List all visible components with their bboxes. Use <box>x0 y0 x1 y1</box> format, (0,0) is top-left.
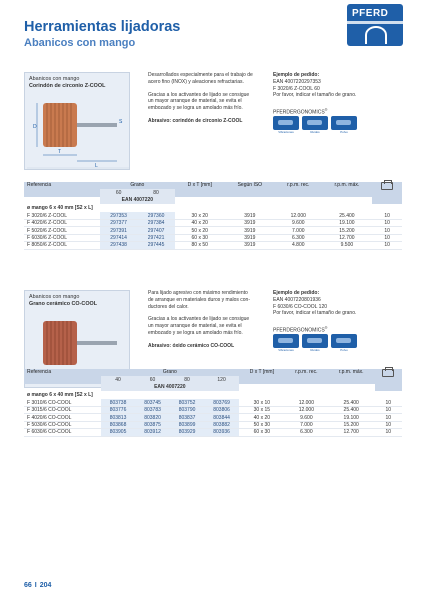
col-header-grain: Grano <box>130 182 145 188</box>
cell-article: 803912 <box>135 429 170 436</box>
table-row <box>24 234 402 241</box>
desc-line: un mayor arranque de material, se evita el <box>148 98 242 105</box>
cell-dxt: 60 x 30 <box>175 234 225 241</box>
cell-ref: F 4020/6 Z-COOL <box>24 220 100 227</box>
cell-rec: 4.800 <box>275 242 322 249</box>
cell-ref: F 5030/6 CO-COOL <box>24 421 101 428</box>
cell-dxt: 50 x 30 <box>239 421 285 428</box>
ergo-prefix: PFERD <box>273 327 290 334</box>
cell-article: 803769 <box>204 399 239 406</box>
page-number: 66 <box>24 582 32 589</box>
pict-caption: Polvo <box>340 130 348 134</box>
cell-rec: 9.600 <box>285 414 328 421</box>
desc-line: un mayor arranque de material, se evita el <box>148 323 242 329</box>
cell-iso: 3919 <box>225 212 275 219</box>
packaging-icon <box>375 369 402 391</box>
pictogram-row <box>273 116 357 134</box>
flap-wheel-illustration <box>25 73 131 171</box>
table-row <box>24 407 402 414</box>
cell-iso: 3919 <box>225 227 275 234</box>
product-table-cocool <box>24 369 402 437</box>
vibration-icon <box>273 334 299 348</box>
cell-dxt: 40 x 20 <box>175 220 225 227</box>
ergonomics-label <box>273 108 327 116</box>
abrasive-text: Abrasivo: corindón de circonio Z-COOL <box>148 117 243 124</box>
catalog-number: 204 <box>39 582 52 589</box>
table-row <box>24 227 402 234</box>
cell-qty: 10 <box>375 429 402 436</box>
cell-article: 803806 <box>204 407 239 414</box>
description-cocool <box>148 290 272 349</box>
cell-rec: 6.300 <box>275 234 322 241</box>
dim-t: T <box>58 149 62 155</box>
table-row <box>24 399 402 406</box>
cell-article: 803875 <box>135 421 170 428</box>
cell-rec: 12.000 <box>285 399 328 406</box>
dust-icon <box>331 116 357 130</box>
page-title: Herramientas lijadoras <box>24 19 181 35</box>
cell-max: 25.400 <box>328 407 375 414</box>
cell-ref: F 8050/6 Z-COOL <box>24 242 100 249</box>
cell-article: 297353 <box>100 212 137 219</box>
cell-dxt: 40 x 20 <box>239 414 285 421</box>
cell-article: 297438 <box>100 242 137 249</box>
cell-rec: 12.000 <box>285 407 328 414</box>
cell-max: 15.200 <box>328 421 375 428</box>
dim-d: D <box>33 124 37 130</box>
cell-rec: 7.000 <box>285 421 328 428</box>
table-row <box>24 212 402 219</box>
ergo-suffix: ERGONOMICS <box>289 327 325 334</box>
cell-article: 803868 <box>101 421 136 428</box>
cell-qty: 10 <box>372 234 402 241</box>
order-title: Ejemplo de pedido: <box>273 72 320 78</box>
table-row <box>24 414 402 421</box>
cell-qty: 10 <box>375 414 402 421</box>
col-header-ref: Referencia <box>27 369 52 375</box>
cell-ref: F 6030/6 CO-COOL <box>24 429 101 436</box>
cell-article: 297421 <box>137 234 174 241</box>
cell-qty: 10 <box>375 421 402 428</box>
desc-line: de arranque en materiales duros y malos con- <box>148 296 250 303</box>
grain-120: 120 <box>204 376 239 383</box>
cell-max: 25.400 <box>322 212 373 219</box>
col-header-iso: Según ISO <box>237 182 263 188</box>
cell-article: 297407 <box>137 227 174 234</box>
cell-rec: 7.000 <box>275 227 322 234</box>
cell-dxt: 80 x 50 <box>175 242 225 249</box>
cell-article: 803936 <box>204 429 239 436</box>
cell-qty: 10 <box>372 242 402 249</box>
ergo-mark: ® <box>324 108 328 112</box>
cell-article: 803929 <box>170 429 205 436</box>
cell-article: 803738 <box>101 399 136 406</box>
ergonomics-label <box>273 326 327 334</box>
grain-60: 60 <box>100 189 137 196</box>
page-subtitle: Abanicos con mango <box>24 37 136 49</box>
pict-caption: Ruidos <box>310 130 320 134</box>
col-header-rpm-rec: r.p.m. rec. <box>287 182 310 188</box>
pict-caption: Vibraciones <box>278 130 294 134</box>
cell-max: 12.700 <box>328 429 375 436</box>
order-line: EAN 4007220297353 <box>273 78 321 85</box>
cell-article: 803752 <box>170 399 205 406</box>
grain-80: 80 <box>170 376 205 383</box>
logo-bar <box>347 21 403 24</box>
desc-line: Gracias a los activantes de lijado se consigue <box>148 91 250 98</box>
cell-ref: F 6030/6 Z-COOL <box>24 234 100 241</box>
order-line: F 6030/6 CO-COOL 120 <box>273 303 328 310</box>
cell-iso: 3919 <box>225 242 275 249</box>
cell-dxt: 30 x 15 <box>239 407 285 414</box>
cell-qty: 10 <box>372 227 402 234</box>
cell-article: 803783 <box>135 407 170 414</box>
order-line: Por favor, indicar el tamaño de grano. <box>273 310 357 317</box>
cell-article: 297414 <box>100 234 137 241</box>
cell-max: 25.400 <box>328 399 375 406</box>
grain-80: 80 <box>137 189 174 196</box>
col-header-ref: Referencia <box>27 182 52 188</box>
ean-label: EAN 4007220 <box>101 384 239 391</box>
cell-max: 9.500 <box>322 242 373 249</box>
cell-max: 19.100 <box>322 220 373 227</box>
order-title: Ejemplo de pedido: <box>273 290 320 296</box>
cell-rec: 12.000 <box>275 212 322 219</box>
grain-60: 60 <box>135 376 170 383</box>
cell-article: 803899 <box>170 421 205 428</box>
ergo-suffix: ERGONOMICS <box>289 109 325 116</box>
order-line: F 3020/6 Z-COOL 60 <box>273 85 320 92</box>
cell-ref: F 3010/6 CO-COOL <box>24 399 101 406</box>
abrasive-text: Abrasivo: óxido cerámico CO-COOL <box>148 342 235 349</box>
cell-max: 15.200 <box>322 227 373 234</box>
col-header-dxt: D x T [mm] <box>187 182 212 188</box>
cell-article: 803905 <box>101 429 136 436</box>
logo-figure-icon <box>365 26 387 44</box>
cell-article: 803882 <box>204 421 239 428</box>
dim-s: S <box>119 119 123 125</box>
cell-article: 297445 <box>137 242 174 249</box>
desc-line: Gracias a los activantes de lijado se consigue <box>148 316 250 323</box>
cell-dxt: 30 x 10 <box>239 399 285 406</box>
card-line1: Abanicos con mango <box>29 294 80 300</box>
vibration-icon <box>273 116 299 130</box>
noise-icon <box>302 334 328 348</box>
desc-line: embozado y se logra un amolado más frío. <box>148 105 243 111</box>
product-card-zcool <box>24 72 130 170</box>
logo-text: PFERD <box>352 8 389 19</box>
order-line: Por favor, indicar el tamaño de grano. <box>273 92 357 99</box>
col-header-dxt: D x T [mm] <box>249 369 274 375</box>
col-header-rpm-max: r.p.m. máx. <box>338 369 364 375</box>
cell-article: 803813 <box>101 414 136 421</box>
cell-dxt: 50 x 20 <box>175 227 225 234</box>
cell-article: 297360 <box>137 212 174 219</box>
ergo-mark: ® <box>324 326 328 330</box>
pict-caption: Ruidos <box>310 348 320 352</box>
table-row <box>24 242 402 249</box>
ergo-prefix: PFERD <box>273 109 290 116</box>
pict-caption: Vibraciones <box>278 348 294 352</box>
order-example-zcool <box>273 72 393 99</box>
grain-40: 40 <box>101 376 136 383</box>
cell-qty: 10 <box>372 212 402 219</box>
cell-ref: F 3020/6 Z-COOL <box>24 212 100 219</box>
desc-line: acero fino (INOX) y aleaciones refractarias. <box>148 78 244 85</box>
order-example-cocool <box>273 290 393 317</box>
cell-iso: 3919 <box>225 234 275 241</box>
noise-icon <box>302 116 328 130</box>
desc-line: Desarrollados especialmente para el trabajo de <box>148 72 253 78</box>
desc-line: Para lijado agresivo con máximo rendimiento <box>148 290 248 296</box>
order-line: EAN 4007220801936 <box>273 296 321 303</box>
card-line1: Abanicos con mango <box>29 76 80 82</box>
cell-qty: 10 <box>372 220 402 227</box>
card-line2: Corindón de circonio Z-COOL <box>29 83 106 89</box>
table-row <box>24 429 402 436</box>
cell-ref: F 3015/6 CO-COOL <box>24 407 101 414</box>
group-label: ø mango 6 x 40 mm [S2 x L] <box>27 392 93 399</box>
col-header-grain: Grano <box>162 369 177 375</box>
cell-article: 803844 <box>204 414 239 421</box>
cell-max: 12.700 <box>322 234 373 241</box>
group-label: ø mango 6 x 40 mm [S2 x L] <box>27 205 93 212</box>
cell-article: 803790 <box>170 407 205 414</box>
cell-article: 803837 <box>170 414 205 421</box>
cell-ref: F 4020/6 CO-COOL <box>24 414 101 421</box>
cell-article: 803820 <box>135 414 170 421</box>
cell-article: 803745 <box>135 399 170 406</box>
cell-qty: 10 <box>375 407 402 414</box>
table-row <box>24 421 402 428</box>
cell-article: 297391 <box>100 227 137 234</box>
page-footer <box>24 582 51 589</box>
cell-dxt: 60 x 30 <box>239 429 285 436</box>
cell-article: 803776 <box>101 407 136 414</box>
cell-rec: 6.300 <box>285 429 328 436</box>
cell-article: 297377 <box>100 220 137 227</box>
cell-dxt: 30 x 20 <box>175 212 225 219</box>
pictogram-row <box>273 334 357 352</box>
card-line2: Grano cerámico CO-COOL <box>29 301 97 307</box>
cell-qty: 10 <box>375 399 402 406</box>
col-header-rpm-rec: r.p.m. rec. <box>295 369 318 375</box>
dust-icon <box>331 334 357 348</box>
desc-line: embozado y se logra un amolado más frío. <box>148 329 243 336</box>
dim-l: L <box>95 163 98 169</box>
table-row <box>24 220 402 227</box>
cell-article: 297384 <box>137 220 174 227</box>
cell-ref: F 5020/6 Z-COOL <box>24 227 100 234</box>
col-header-rpm-max: r.p.m. máx. <box>334 182 360 188</box>
cell-max: 19.100 <box>328 414 375 421</box>
footer-separator: I <box>34 582 37 589</box>
pict-caption: Polvo <box>340 348 348 352</box>
cell-iso: 3919 <box>225 220 275 227</box>
ean-label: EAN 4007220 <box>100 197 175 204</box>
cell-rec: 9.600 <box>275 220 322 227</box>
product-table-zcool <box>24 182 402 250</box>
packaging-icon <box>372 182 402 204</box>
description-zcool <box>148 72 272 125</box>
pferd-logo <box>347 4 403 46</box>
desc-line: ductores del calor. <box>148 303 189 310</box>
